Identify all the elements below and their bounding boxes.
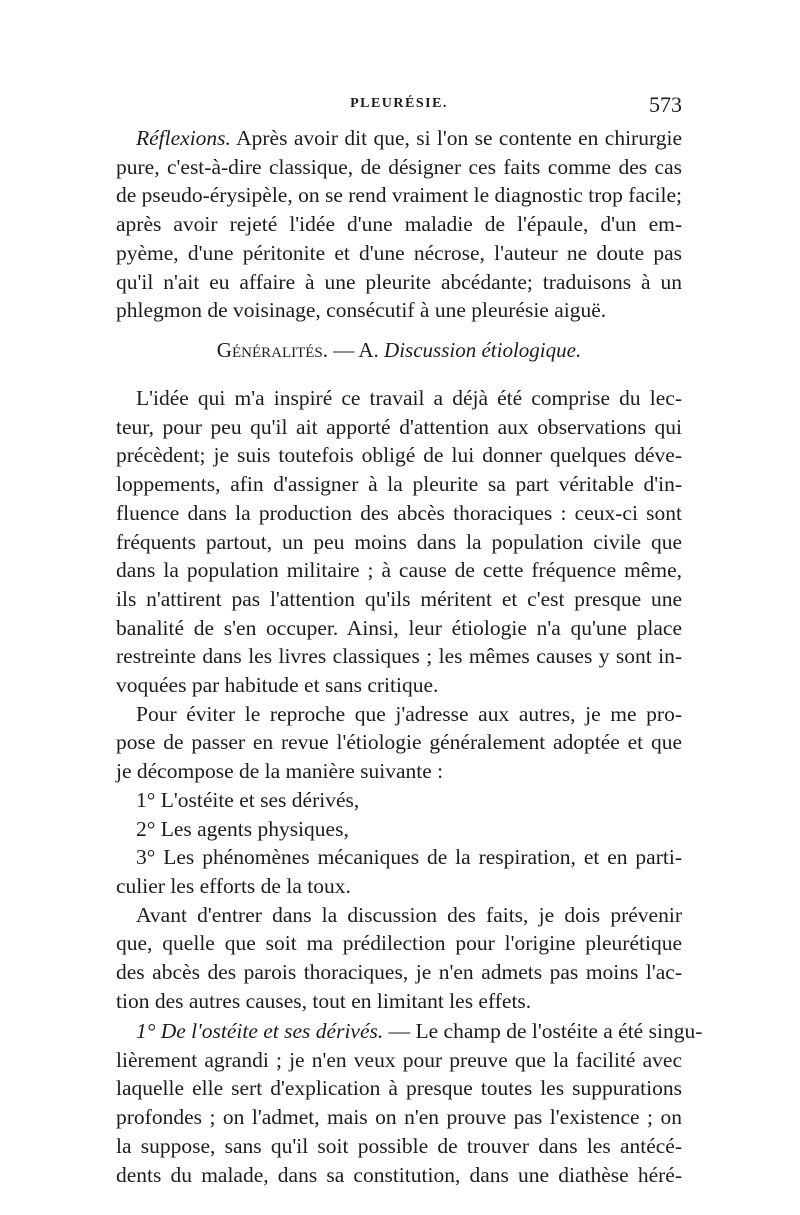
text-line: dans la population militaire ; à cause de cette fréquence même,	[116, 558, 682, 583]
text-line: pose de passer en revue l'étiologie généralement adoptée et que	[116, 730, 682, 755]
text-line: fréquents partout, un peu moins dans la population civile que	[116, 529, 682, 554]
running-title: PLEURÉSIE.	[350, 96, 448, 111]
text-line: tion des autres causes, tout en limitant les effets.	[116, 988, 532, 1013]
section-heading	[116, 338, 682, 363]
text-line: pyème, d'une péritonite et d'une nécrose, l'auteur ne doute pas	[116, 240, 682, 265]
osteite-lead: 1° De l'ostéite et ses dérivés.	[136, 1019, 384, 1043]
text-line: loppements, afin d'assigner à la pleurite sa part véritable d'in-	[116, 472, 682, 497]
text-line: 1° De l'ostéite et ses dérivés. — Le champ de l'ostéite a été singu-	[136, 1019, 703, 1043]
text-line: banalité de s'en occuper. Ainsi, leur étiologie n'a qu'une place	[116, 615, 682, 640]
text-line: Avant d'entrer dans la discussion des faits, je dois prévenir	[136, 902, 682, 927]
text-line: dents du malade, dans sa constitution, dans une diathèse héré-	[116, 1162, 682, 1187]
paragraph-osteite	[116, 1017, 703, 1189]
text-line: qu'il n'ait eu affaire à une pleurite abcédante; traduisons à un	[116, 269, 682, 294]
text-line: laquelle elle sert d'explication à presque toutes les suppurations	[116, 1076, 682, 1101]
paragraph-reflexions	[116, 124, 682, 325]
text-line: ils n'attirent pas l'attention qu'ils méritent et c'est presque une	[116, 586, 682, 611]
reflexions-lead: Réflexions.	[136, 126, 231, 150]
text-line: après avoir rejeté l'idée d'une maladie de l'épaule, d'un em-	[116, 212, 682, 237]
list-item: 1° L'ostéite et ses dérivés,	[136, 787, 360, 812]
text-line: teur, pour peu qu'il ait apporté d'attention aux observations qui	[116, 414, 682, 439]
heading-dash: — A.	[328, 338, 385, 362]
text-line: précèdent; je suis toutefois obligé de lui donner quelques déve-	[116, 443, 682, 468]
text-line: Réflexions. Après avoir dit que, si l'on se contente en chirurgie	[136, 126, 682, 150]
heading-title: Discussion étiologique.	[384, 338, 582, 362]
text-line: profondes ; on l'admet, mais on n'en prouve pas l'existence ; on	[116, 1105, 682, 1130]
list-item: 3° Les phénomènes mécaniques de la respiration, et en parti-	[136, 845, 682, 870]
text-line: L'idée qui m'a inspiré ce travail a déjà été comprise du lec-	[136, 386, 682, 410]
page-number: 573	[649, 92, 682, 117]
heading-label: Généralités.	[216, 338, 329, 362]
text-line: je décompose de la manière suivante :	[116, 759, 444, 784]
text-line: fluence dans la production des abcès thoraciques : ceux-ci sont	[116, 500, 682, 525]
list-item: 2° Les agents physiques,	[136, 816, 349, 841]
body-paragraphs	[116, 384, 682, 1015]
text-line: Pour éviter le reproche que j'adresse aux autres, je me pro-	[136, 701, 682, 726]
text-line: pure, c'est-à-dire classique, de désigner ces faits comme des cas	[116, 154, 682, 179]
text-line: la suppose, sans qu'il soit possible de trouver dans les antécé-	[116, 1133, 682, 1158]
text-line: que, quelle que soit ma prédilection pour l'origine pleurétique	[116, 931, 682, 956]
text-line: restreinte dans les livres classiques ; les mêmes causes y sont in-	[116, 644, 682, 669]
text-line: culier les efforts de la toux.	[116, 873, 351, 898]
text-line: des abcès des parois thoraciques, je n'en admets pas moins l'ac-	[116, 960, 682, 985]
text-line: voquées par habitude et sans critique.	[116, 673, 439, 698]
text-line: lièrement agrandi ; je n'en veux pour preuve que la facilité avec	[116, 1047, 682, 1072]
page-header	[116, 92, 682, 116]
text-line: de pseudo-érysipèle, on se rend vraiment le diagnostic trop facile;	[116, 183, 682, 208]
text-line: phlegmon de voisinage, consécutif à une pleurésie aiguë.	[116, 298, 607, 323]
